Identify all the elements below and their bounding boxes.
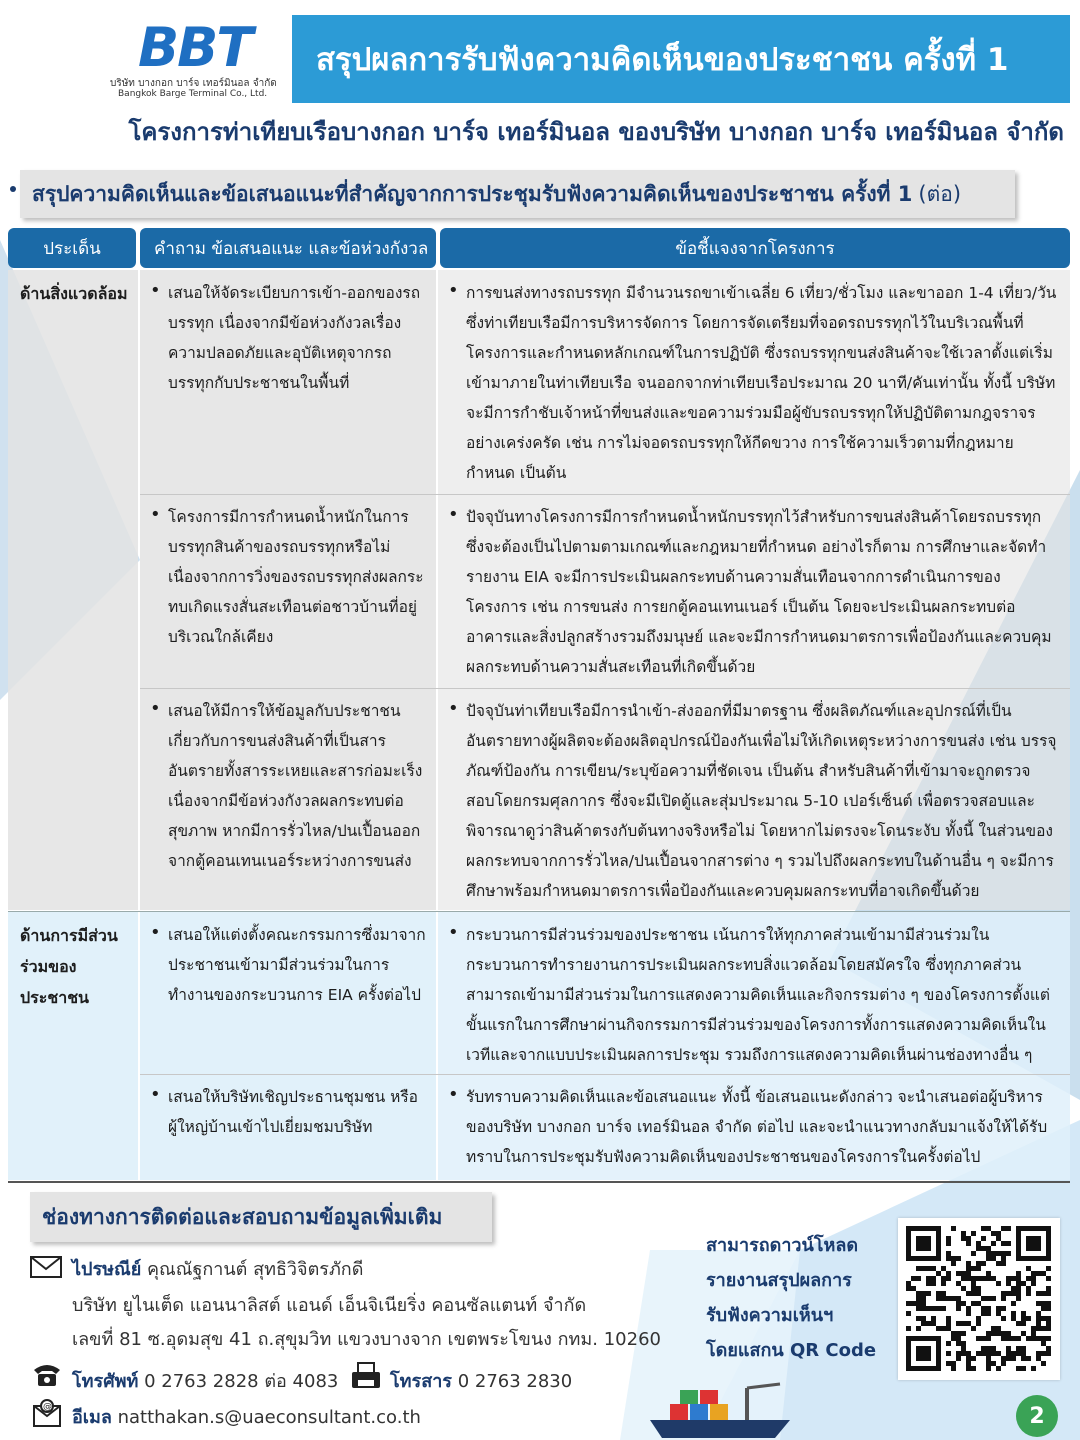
column-header-question: คำถาม ข้อเสนอแนะ และข้อห่วงกังวล bbox=[140, 228, 436, 268]
contact-heading: ช่องทางการติดต่อและสอบถามข้อมูลเพิ่มเติม bbox=[30, 1192, 492, 1242]
fax-line bbox=[390, 1366, 572, 1395]
page-number-badge: 2 bbox=[1016, 1395, 1058, 1437]
download-line: รายงานสรุปผลการ bbox=[706, 1270, 852, 1291]
fax-icon bbox=[350, 1362, 382, 1390]
logo-name-en: Bangkok Barge Terminal Co., Ltd. bbox=[118, 89, 268, 99]
email-icon bbox=[32, 1398, 62, 1428]
download-line: โดยแสกน QR Code bbox=[706, 1340, 877, 1361]
project-subtitle: โครงการท่าเทียบเรือบางกอก บาร์จ เทอร์มินอล ของบริษัท บางกอก บาร์จ เทอร์มินอล จำกัด bbox=[128, 118, 1064, 146]
column-header-answer: ข้อชี้แจงจากโครงการ bbox=[440, 228, 1070, 268]
section-heading bbox=[20, 170, 1015, 218]
email-label: อีเมล bbox=[72, 1407, 112, 1428]
phone-icon bbox=[32, 1362, 62, 1388]
logo-mark: BBT bbox=[138, 16, 252, 79]
section-heading-text: สรุปความคิดเห็นและข้อเสนอแนะที่สำคัญจากการประชุมรับฟังความคิดเห็นของประชาชน ครั้งที่ 1 bbox=[32, 181, 913, 206]
qr-code-icon[interactable] bbox=[898, 1218, 1060, 1380]
section-heading-continued: (ต่อ) bbox=[918, 181, 962, 206]
section-bullet bbox=[10, 186, 16, 192]
company-line: บริษัท ยูไนเต็ด แอนนาลิสต์ แอนด์ เอ็นจิเนียริ่ง คอนซัลแตนท์ จำกัด bbox=[72, 1295, 587, 1316]
group-divider bbox=[8, 911, 1070, 912]
mail-label: ไปรษณีย์ bbox=[72, 1259, 142, 1280]
table-row-answer: • รับทราบความคิดเห็นและข้อเสนอแนะ ทั้งนี้ ข้อเสนอแนะดังกล่าว จะนำเสนอต่อผู้บริหารของบริษัท บางกอก บาร์จ เทอร์มินอล จำกัด ต่อไป และจะนำแนวทางกลับมาแจ้งให้ได้รับทราบในการประชุมรับฟังความคิดเห็นของประชาชนของโครงการในครั้งต่อไป bbox=[438, 1074, 1070, 1180]
address-line: เลขที่ 81 ซ.อุดมสุข 41 ถ.สุขุมวิท แขวงบางจาก เขตพระโขนง กทม. 10260 bbox=[72, 1329, 661, 1350]
table-row-answer: • กระบวนการมีส่วนร่วมของประชาชน เน้นการให้ทุกภาคส่วนเข้ามามีส่วนร่วมในกระบวนการทำรายงานการประเมินผลกระทบสิ่งแวดล้อมโดยสมัครใจ ซึ่งทุกภาคส่วนสามารถเข้ามามีส่วนร่วมในการแสดงความคิดเห็นและกิจกรรมต่าง ๆ ของโครงการตั้งแต่ขั้นแรกในการศึกษาผ่านกิจกรรมการมีส่วนร่วมของโครงการทั้งการแสดงความคิดเห็นในเวทีและจากแบบประเมินผลการประชุม รวมถึงการแสดงความคิดเห็นผ่านช่องทางอื่น ๆ bbox=[438, 912, 1070, 1074]
table-row-answer: • ปัจจุบันท่าเทียบเรือมีการนำเข้า-ส่งออกที่มีมาตรฐาน ซึ่งผลิตภัณฑ์และอุปกรณ์ที่เป็นอันตรายทางผู้ผลิตจะต้องผลิตอุปกรณ์ป้องกันเพื่อไม่ให้เกิดเหตุระหว่างการขนส่ง เช่น บรรจุภัณฑ์ป้องกัน การเขียน/ระบุข้อความที่ชัดเจน เป็นต้น สำหรับสินค้าที่เข้ามาจะถูกตรวจสอบโดยกรมศุลกากร ซึ่งจะมีเปิดตู้และสุ่มประมาณ 5-10 เปอร์เซ็นต์ เพื่อตรวจสอบและพิจารณาดูว่าสินค้าตรงกับต้นทางจริงหรือไม่ โดยหากไม่ตรงจะโดนระงับ ทั้งนี้ ในส่วนของผลกระทบจากการรั่วไหล/ปนเปื้อนจากสารต่าง ๆ รวมไปถึงผลกระทบในด้านอื่น ๆ จะมีการศึกษาพร้อมกำหนดมาตรการเพื่อป้องกันและควบคุมผลกระทบที่อาจเกิดขึ้นด้วย bbox=[438, 688, 1070, 910]
svg-text:@: @ bbox=[43, 1402, 52, 1412]
table-row-question: • เสนอให้บริษัทเชิญประธานชุมชน หรือผู้ใหญ่บ้านเข้าไปเยี่ยมชมบริษัท bbox=[140, 1074, 436, 1180]
download-line: รับฟังความเห็นฯ bbox=[706, 1305, 834, 1326]
table-row-question: • เสนอให้จัดระเบียบการเข้า-ออกของรถบรรทุก เนื่องจากมีข้อห่วงกังวลเรื่องความปลอดภัยและอุบัติเหตุจากรถบรรทุกกับประชาชนในพื้นที่ bbox=[140, 270, 436, 494]
table-row-question: • เสนอให้มีการให้ข้อมูลกับประชาชนเกี่ยวกับการขนส่งสินค้าที่เป็นสารอันตรายทั้งสารระเหยและสารก่อมะเร็ง เนื่องจากมีข้อห่วงกังวลผลกระทบต่อสุขภาพ หากมีการรั่วไหล/ปนเปื้อนออกจากตู้คอนเทนเนอร์ระหว่างการขนส่ง bbox=[140, 688, 436, 910]
page-title: สรุปผลการรับฟังความคิดเห็นของประชาชน ครั้งที่ 1 bbox=[292, 15, 1070, 103]
email-address[interactable]: natthakan.s@uaeconsultant.co.th bbox=[117, 1407, 421, 1428]
company-logo bbox=[108, 18, 288, 103]
row-divider bbox=[140, 688, 1070, 689]
fax-label: โทรสาร bbox=[390, 1371, 452, 1392]
table-bottom-border bbox=[8, 1181, 1070, 1183]
row-divider bbox=[140, 494, 1070, 495]
email-line bbox=[72, 1402, 421, 1431]
category-participation: ด้านการมีส่วนร่วมของประชาชน bbox=[8, 912, 138, 1180]
fax-number: 0 2763 2830 bbox=[457, 1371, 573, 1392]
column-header-topic: ประเด็น bbox=[8, 228, 136, 268]
category-environment: ด้านสิ่งแวดล้อม bbox=[8, 270, 138, 910]
mail-line bbox=[72, 1254, 363, 1283]
phone-number: 0 2763 2828 ต่อ 4083 bbox=[144, 1371, 339, 1392]
table-row-answer: • การขนส่งทางรถบรรทุก มีจำนวนรถขาเข้าเฉลี่ย 6 เที่ยว/ชั่วโมง และขาออก 1-4 เที่ยว/วัน ซึ่งท่าเทียบเรือมีการบริหารจัดการ โดยการจัดเตรียมที่จอดรถบรรทุกไว้ในบริเวณพื้นที่โครงการและกำหนดหลักเกณฑ์ในการปฏิบัติ ซึ่งรถบรรทุกขนส่งสินค้าจะใช้เวลาตั้งแต่เริ่มเข้ามาภายในท่าเทียบเรือ จนออกจากท่าเทียบเรือประมาณ 20 นาที/คันเท่านั้น ทั้งนี้ บริษัทจะมีการกำชับเจ้าหน้าที่ขนส่งและขอความร่วมมือผู้ขับรถบรรทุกให้ปฏิบัติตามกฎจราจรอย่างเคร่งครัด เช่น การไม่จอดรถบรรทุกให้กีดขวาง การใช้ความเร็วตามที่กฎหมายกำหนด เป็นต้น bbox=[438, 270, 1070, 494]
ship-icon bbox=[640, 1380, 800, 1440]
table-row-question: • โครงการมีการกำหนดน้ำหนักในการบรรทุกสินค้าของรถบรรทุกหรือไม่ เนื่องจากการวิ่งของรถบรรทุกส่งผลกระทบเกิดแรงสั่นสะเทือนต่อชาวบ้านที่อยู่บริเวณใกล้เคียง bbox=[140, 494, 436, 688]
logo-name-th: บริษัท บางกอก บาร์จ เทอร์มินอล จำกัด bbox=[110, 78, 277, 89]
envelope-icon bbox=[30, 1256, 62, 1278]
download-line: สามารถดาวน์โหลด bbox=[706, 1235, 859, 1256]
table-row-answer: • ปัจจุบันทางโครงการมีการกำหนดน้ำหนักบรรทุกไว้สำหรับการขนส่งสินค้าโดยรถบรรทุก ซึ่งจะต้องเป็นไปตามตามเกณฑ์และกฎหมายที่กำหนด อย่างไรก็ตาม การศึกษาและจัดทำรายงาน EIA จะมีการประเมินผลกระทบด้านความสั่นเทือนจากการดำเนินการของโครงการ เช่น การขนส่ง การยกตู้คอนเทนเนอร์ เป็นต้น โดยจะประเมินผลกระทบต่ออาคารและสิ่งปลูกสร้างรวมถึงมนุษย์ และจะมีการกำหนดมาตรการเพื่อป้องกันและควบคุมผลกระทบด้านความสั่นสะเทือนที่เกิดขึ้นด้วย bbox=[438, 494, 1070, 688]
download-instructions bbox=[706, 1228, 876, 1368]
row-divider bbox=[140, 1074, 1070, 1075]
phone-line bbox=[72, 1366, 338, 1395]
mail-name: คุณณัฐกานต์ สุทธิวิจิตรภักดี bbox=[147, 1259, 364, 1280]
table-row-question: • เสนอให้แต่งตั้งคณะกรรมการซึ่งมาจากประชาชนเข้ามามีส่วนร่วมในการทำงานของกระบวนการ EIA ครั้งต่อไป bbox=[140, 912, 436, 1074]
phone-label: โทรศัพท์ bbox=[72, 1371, 139, 1392]
